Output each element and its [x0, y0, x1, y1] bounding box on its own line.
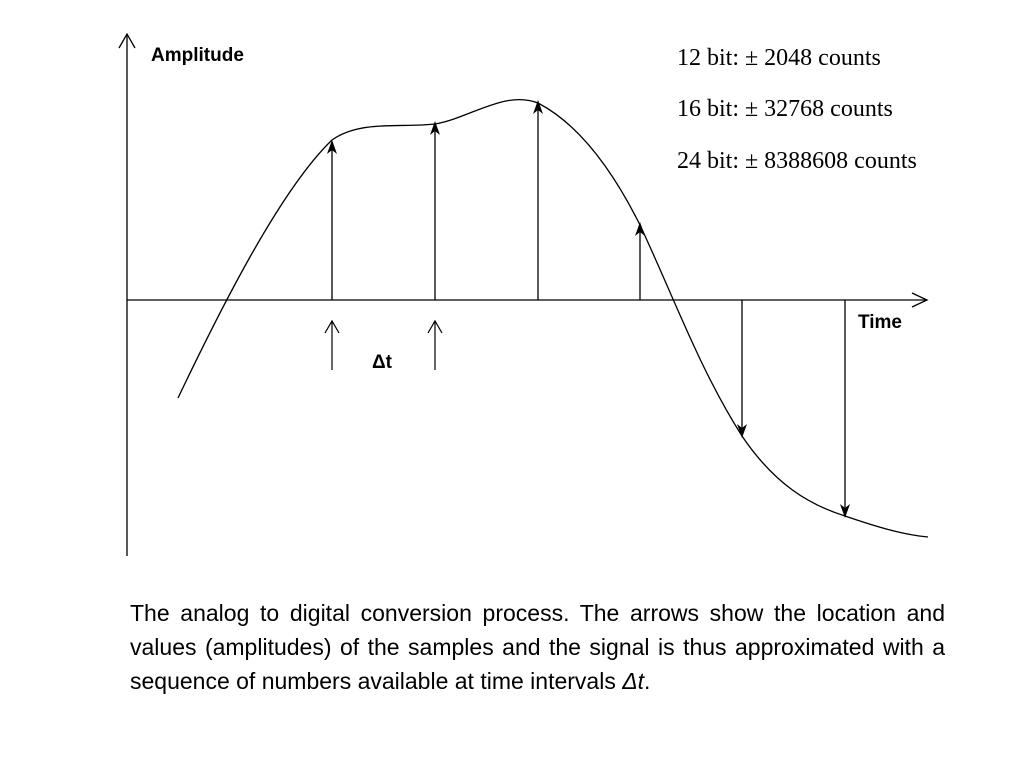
sample-arrow: [635, 222, 645, 300]
bit-depth-list: [677, 45, 917, 174]
bit-depth-24: 24 bit: ± 8388608 counts: [677, 148, 917, 174]
sample-arrow: [533, 100, 543, 300]
figure-caption: [130, 596, 945, 698]
sample-arrow: [430, 121, 440, 300]
sample-arrow: [327, 140, 337, 300]
amplitude-axis: [119, 34, 135, 556]
time-axis-label: Time: [858, 312, 903, 333]
caption-delta-symbol: Δt: [622, 668, 645, 694]
caption-end: .: [644, 668, 651, 694]
sample-arrow: [840, 300, 850, 518]
amplitude-axis-label: Amplitude: [151, 45, 244, 66]
sample-arrow: [737, 300, 747, 438]
time-axis: [127, 293, 927, 307]
bit-depth-16: 16 bit: ± 32768 counts: [677, 96, 893, 122]
bit-depth-12: 12 bit: ± 2048 counts: [677, 45, 881, 71]
delta-t-label: Δt: [372, 352, 392, 373]
caption-text: The analog to digital conversion process. The arrows show the location and values (amplitudes) of the samples and the signal is thus approximated with a sequence of numbers available at time intervals: [130, 600, 945, 694]
